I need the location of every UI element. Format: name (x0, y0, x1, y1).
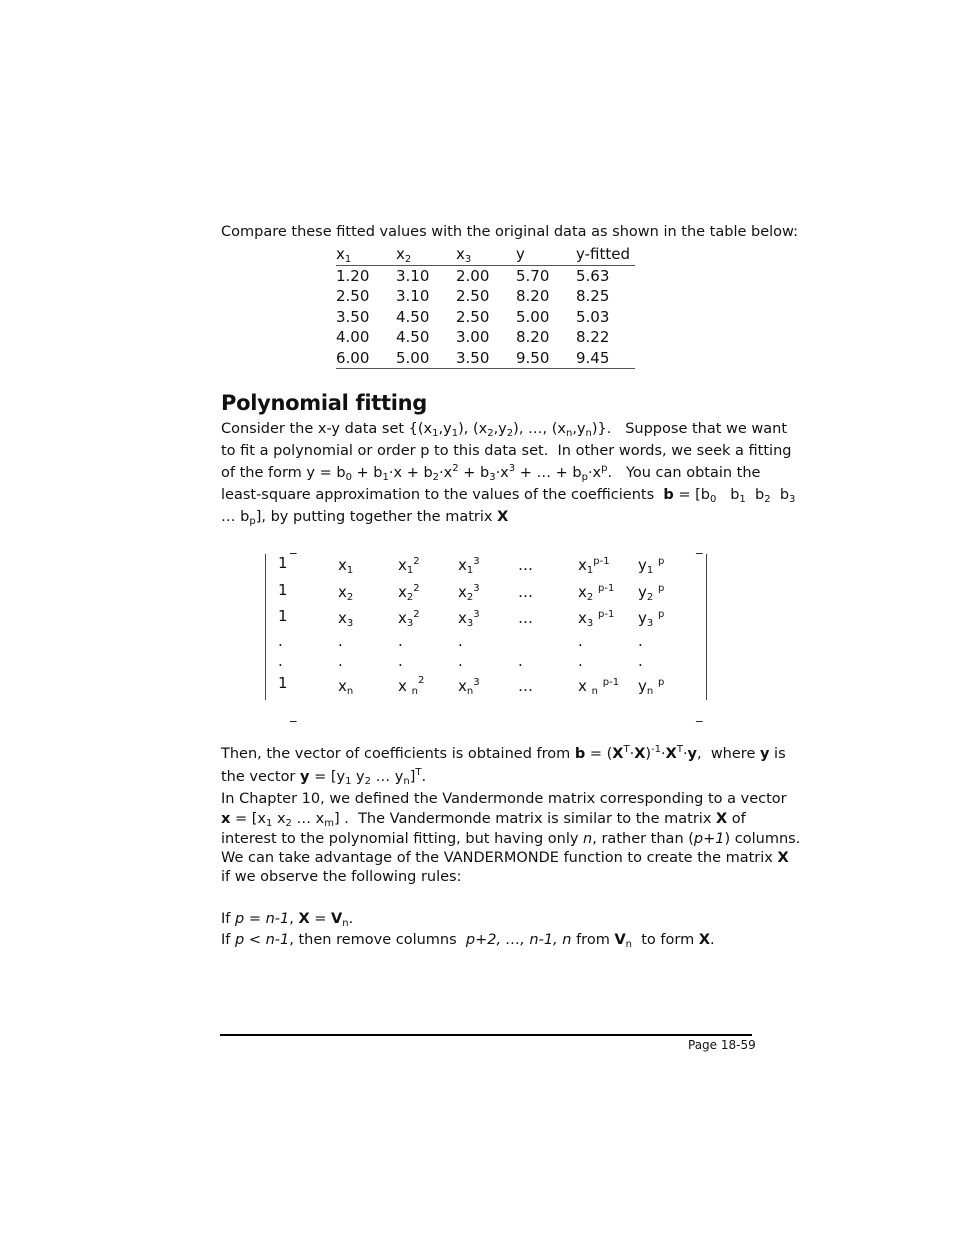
matrix-corner-bl: _ (290, 708, 297, 723)
rule-2: If p < n-1, then remove columns p+2, …, n-1, n from $V_n$ to form X. (221, 932, 715, 950)
matrix-cell: 1 (278, 581, 288, 599)
matrix-cell: $y_2$ $^p$ (638, 583, 665, 603)
matrix-cell: $x_1^2$ (398, 556, 420, 576)
matrix-cell: $y_1$ $^p$ (638, 556, 665, 576)
cell: 9.45 (576, 348, 635, 369)
table-header-row (336, 244, 635, 265)
paragraph-line-12: if we observe the following rules: (221, 869, 462, 885)
matrix-cell: $x_1^{p-1}$ (578, 556, 610, 576)
fitted-values-table (336, 244, 635, 369)
matrix-cell: x $_n$ $^{p-1}$ (578, 677, 620, 697)
cell: 6.00 (336, 348, 396, 369)
matrix-left-bracket (265, 554, 266, 700)
matrix-cell: $y_n$ $^p$ (638, 677, 665, 697)
cell: 9.50 (516, 348, 576, 369)
matrix-cell: … (518, 583, 533, 601)
matrix-cell: 1 (278, 607, 288, 625)
paragraph-line-6: Then, the vector of coefficients is obtained from $b = (X^T\cdot X)^{-1}\cdot X^T\cdot y$, where y is (221, 744, 786, 762)
cell: 5.70 (516, 266, 550, 285)
paragraph-line-9: $x = [x_1$ $x_2$ … $x_m$] . The Vandermonde matrix is similar to the matrix X of (221, 811, 746, 829)
cell: 5.63 (576, 266, 610, 285)
matrix-cell: 1 (278, 674, 288, 692)
cell: 5.03 (576, 307, 610, 326)
table-row (336, 327, 635, 348)
matrix-dot: . (578, 632, 583, 650)
cell: 1.20 (336, 266, 370, 285)
matrix-cell: $x_1^3$ (458, 556, 480, 576)
cell: 2.50 (336, 287, 370, 306)
matrix-dot: . (458, 652, 463, 670)
matrix-cell: 1 (278, 554, 288, 572)
matrix-dot: . (278, 632, 283, 650)
matrix-cell: $x_3$ $^{p-1}$ (578, 609, 615, 629)
cell: 3.10 (396, 287, 430, 306)
paragraph-line-10: interest to the polynomial fitting, but having only n, rather than (p+1) columns. (221, 831, 801, 847)
cell: 5.00 (396, 348, 456, 369)
table-row (336, 307, 635, 328)
matrix-cell: $x_n^3$ (458, 677, 480, 697)
cell: 4.50 (396, 328, 430, 347)
intro-text: Compare these fitted values with the original data as shown in the table below: (221, 224, 798, 240)
section-title: Polynomial fitting (221, 391, 428, 415)
matrix-cell: … (518, 556, 533, 574)
footer-rule (220, 1034, 752, 1036)
matrix-cell: $x_3$ (338, 609, 354, 629)
col-header-y: y (516, 244, 576, 265)
matrix-corner-tl: _ (290, 540, 297, 555)
paragraph-line-1: Consider the x-y data set {$(x_1,y_1)$, $(x_2,y_2)$, …, $(x_n,y_n)$}. Suppose that we want (221, 421, 788, 439)
matrix-cell: $x_1$ (338, 556, 354, 576)
matrix-dot: . (338, 652, 343, 670)
matrix-cell: x $_n^2$ (398, 675, 425, 697)
cell: 2.00 (456, 266, 490, 285)
matrix-cell: … (518, 609, 533, 627)
matrix-dot: . (458, 632, 463, 650)
matrix-cell: $x_n$ (338, 677, 354, 697)
matrix-cell: $x_2^2$ (398, 583, 420, 603)
page-number: Page 18-59 (688, 1038, 756, 1052)
matrix-dot: . (638, 632, 643, 650)
matrix-dot: . (398, 652, 403, 670)
col-header-x2: $x_2$ (396, 244, 456, 265)
paragraph-line-4: least-square approximation to the values of the coefficients $b = [b_0$ $b_1$ $b_2$ $b_3$ (221, 487, 796, 505)
cell: 2.50 (456, 307, 490, 326)
matrix-cell: … (518, 677, 533, 695)
paragraph-line-7: the vector $y = [y_1$ $y_2$ … $y_n]^T$. (221, 767, 427, 787)
cell: 8.25 (576, 287, 610, 306)
cell: 8.20 (516, 328, 550, 347)
paragraph-line-8: In Chapter 10, we defined the Vandermonde matrix corresponding to a vector (221, 791, 787, 807)
paragraph-line-5: … $b_p$], by putting together the matrix X (221, 509, 509, 527)
matrix-dot: . (518, 652, 523, 670)
matrix-dot: . (638, 652, 643, 670)
matrix-dot: . (578, 652, 583, 670)
cell: 8.22 (576, 328, 610, 347)
paragraph-line-11: We can take advantage of the VANDERMONDE function to create the matrix X (221, 850, 789, 866)
matrix-dot: . (338, 632, 343, 650)
cell: 4.00 (336, 328, 370, 347)
matrix-corner-br: _ (696, 708, 703, 723)
matrix-dot: . (398, 632, 403, 650)
matrix-dot: . (278, 652, 283, 670)
cell: 5.00 (516, 307, 550, 326)
matrix-cell: $x_2$ (338, 583, 354, 603)
cell: 3.00 (456, 328, 490, 347)
cell: 4.50 (396, 307, 430, 326)
table-row (336, 286, 635, 307)
matrix-cell: $y_3$ $^p$ (638, 609, 665, 629)
cell: 2.50 (456, 287, 490, 306)
cell: 3.50 (456, 348, 516, 369)
matrix-corner-tr: _ (696, 540, 703, 555)
col-header-x3: $x_3$ (456, 244, 516, 265)
rule-1: If p = n-1, $X = V_n$. (221, 911, 354, 929)
matrix-cell: $x_2^3$ (458, 583, 480, 603)
col-header-y-fitted: y-fitted (576, 244, 635, 265)
matrix-cell: $x_2$ $^{p-1}$ (578, 583, 615, 603)
table-row (336, 265, 635, 286)
paragraph-line-2: to fit a polynomial or order p to this data set. In other words, we seek a fitting (221, 443, 792, 459)
cell: 3.10 (396, 266, 430, 285)
table-row (336, 348, 635, 369)
col-header-x1: $x_1$ (336, 244, 396, 265)
paragraph-line-3: of the form $y = b_0 + b_1\cdot x + b_2\cdot x^2 + b_3\cdot x^3$ + … + $b_p\cdot x^p$. You can obtain the (221, 463, 761, 483)
cell: 8.20 (516, 287, 550, 306)
cell: 3.50 (336, 307, 370, 326)
matrix-cell: $x_3^3$ (458, 609, 480, 629)
matrix-cell: $x_3^2$ (398, 609, 420, 629)
matrix-right-bracket (706, 554, 707, 700)
